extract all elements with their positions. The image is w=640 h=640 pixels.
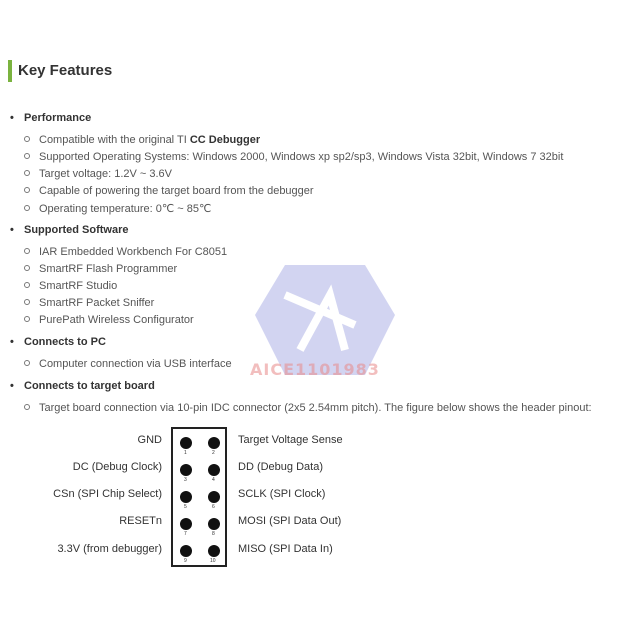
list-item: SmartRF Packet Sniffer bbox=[24, 297, 154, 309]
list-item: Capable of powering the target board from the debugger bbox=[24, 185, 314, 197]
pin-label-left: RESETn bbox=[119, 515, 162, 527]
pin-number: 10 bbox=[210, 558, 216, 564]
section-title-software: • Supported Software bbox=[10, 224, 129, 236]
pin-3 bbox=[180, 464, 192, 476]
pin-4 bbox=[208, 464, 220, 476]
pin-number: 7 bbox=[184, 531, 187, 537]
list-item: SmartRF Flash Programmer bbox=[24, 263, 177, 275]
section-title-performance: • Performance bbox=[10, 112, 91, 124]
list-item: SmartRF Studio bbox=[24, 280, 117, 292]
pin-number: 2 bbox=[212, 450, 215, 456]
watermark-text: AICE1101983 bbox=[250, 360, 380, 379]
pin-label-right: SCLK (SPI Clock) bbox=[238, 488, 326, 500]
list-item: Computer connection via USB interface bbox=[24, 358, 232, 370]
pin-number: 5 bbox=[184, 504, 187, 510]
page-heading: Key Features bbox=[8, 60, 112, 82]
list-item: Target voltage: 1.2V ~ 3.6V bbox=[24, 168, 172, 180]
pin-10 bbox=[208, 545, 220, 557]
pin-1 bbox=[180, 437, 192, 449]
pin-label-left: GND bbox=[137, 434, 162, 446]
pin-number: 9 bbox=[184, 558, 187, 564]
pin-number: 4 bbox=[212, 477, 215, 483]
product-name: CC Debugger bbox=[189, 134, 261, 146]
idc-header bbox=[171, 427, 227, 567]
pin-number: 6 bbox=[212, 504, 215, 510]
pin-label-left: DC (Debug Clock) bbox=[72, 461, 162, 473]
list-item: IAR Embedded Workbench For C8051 bbox=[24, 246, 227, 258]
pin-label-right: MISO (SPI Data In) bbox=[238, 543, 333, 555]
pin-label-right: DD (Debug Data) bbox=[238, 461, 323, 473]
list-item: Target board connection via 10-pin IDC connector (2x5 2.54mm pitch). The figure below shows the header pinout: bbox=[24, 402, 592, 414]
list-item: Compatible with the original TI CC Debugger bbox=[24, 134, 260, 146]
pin-number: 3 bbox=[184, 477, 187, 483]
pin-number: 8 bbox=[212, 531, 215, 537]
pin-8 bbox=[208, 518, 220, 530]
pin-label-right: MOSI (SPI Data Out) bbox=[238, 515, 342, 527]
pin-9 bbox=[180, 545, 192, 557]
list-item: Operating temperature: 0℃ ~ 85℃ bbox=[24, 202, 211, 215]
pin-label-right: Target Voltage Sense bbox=[238, 434, 343, 446]
list-item: Supported Operating Systems: Windows 2000, Windows xp sp2/sp3, Windows Vista 32bit, Windows 7 32bit bbox=[24, 151, 563, 163]
pin-5 bbox=[180, 491, 192, 503]
pin-label-left: 3.3V (from debugger) bbox=[57, 543, 162, 555]
pin-2 bbox=[208, 437, 220, 449]
pin-number: 1 bbox=[184, 450, 187, 456]
section-title-target: • Connects to target board bbox=[10, 380, 155, 392]
pin-6 bbox=[208, 491, 220, 503]
section-title-pc: • Connects to PC bbox=[10, 336, 106, 348]
pin-7 bbox=[180, 518, 192, 530]
pin-label-left: CSn (SPI Chip Select) bbox=[53, 488, 162, 500]
list-item: PurePath Wireless Configurator bbox=[24, 314, 194, 326]
